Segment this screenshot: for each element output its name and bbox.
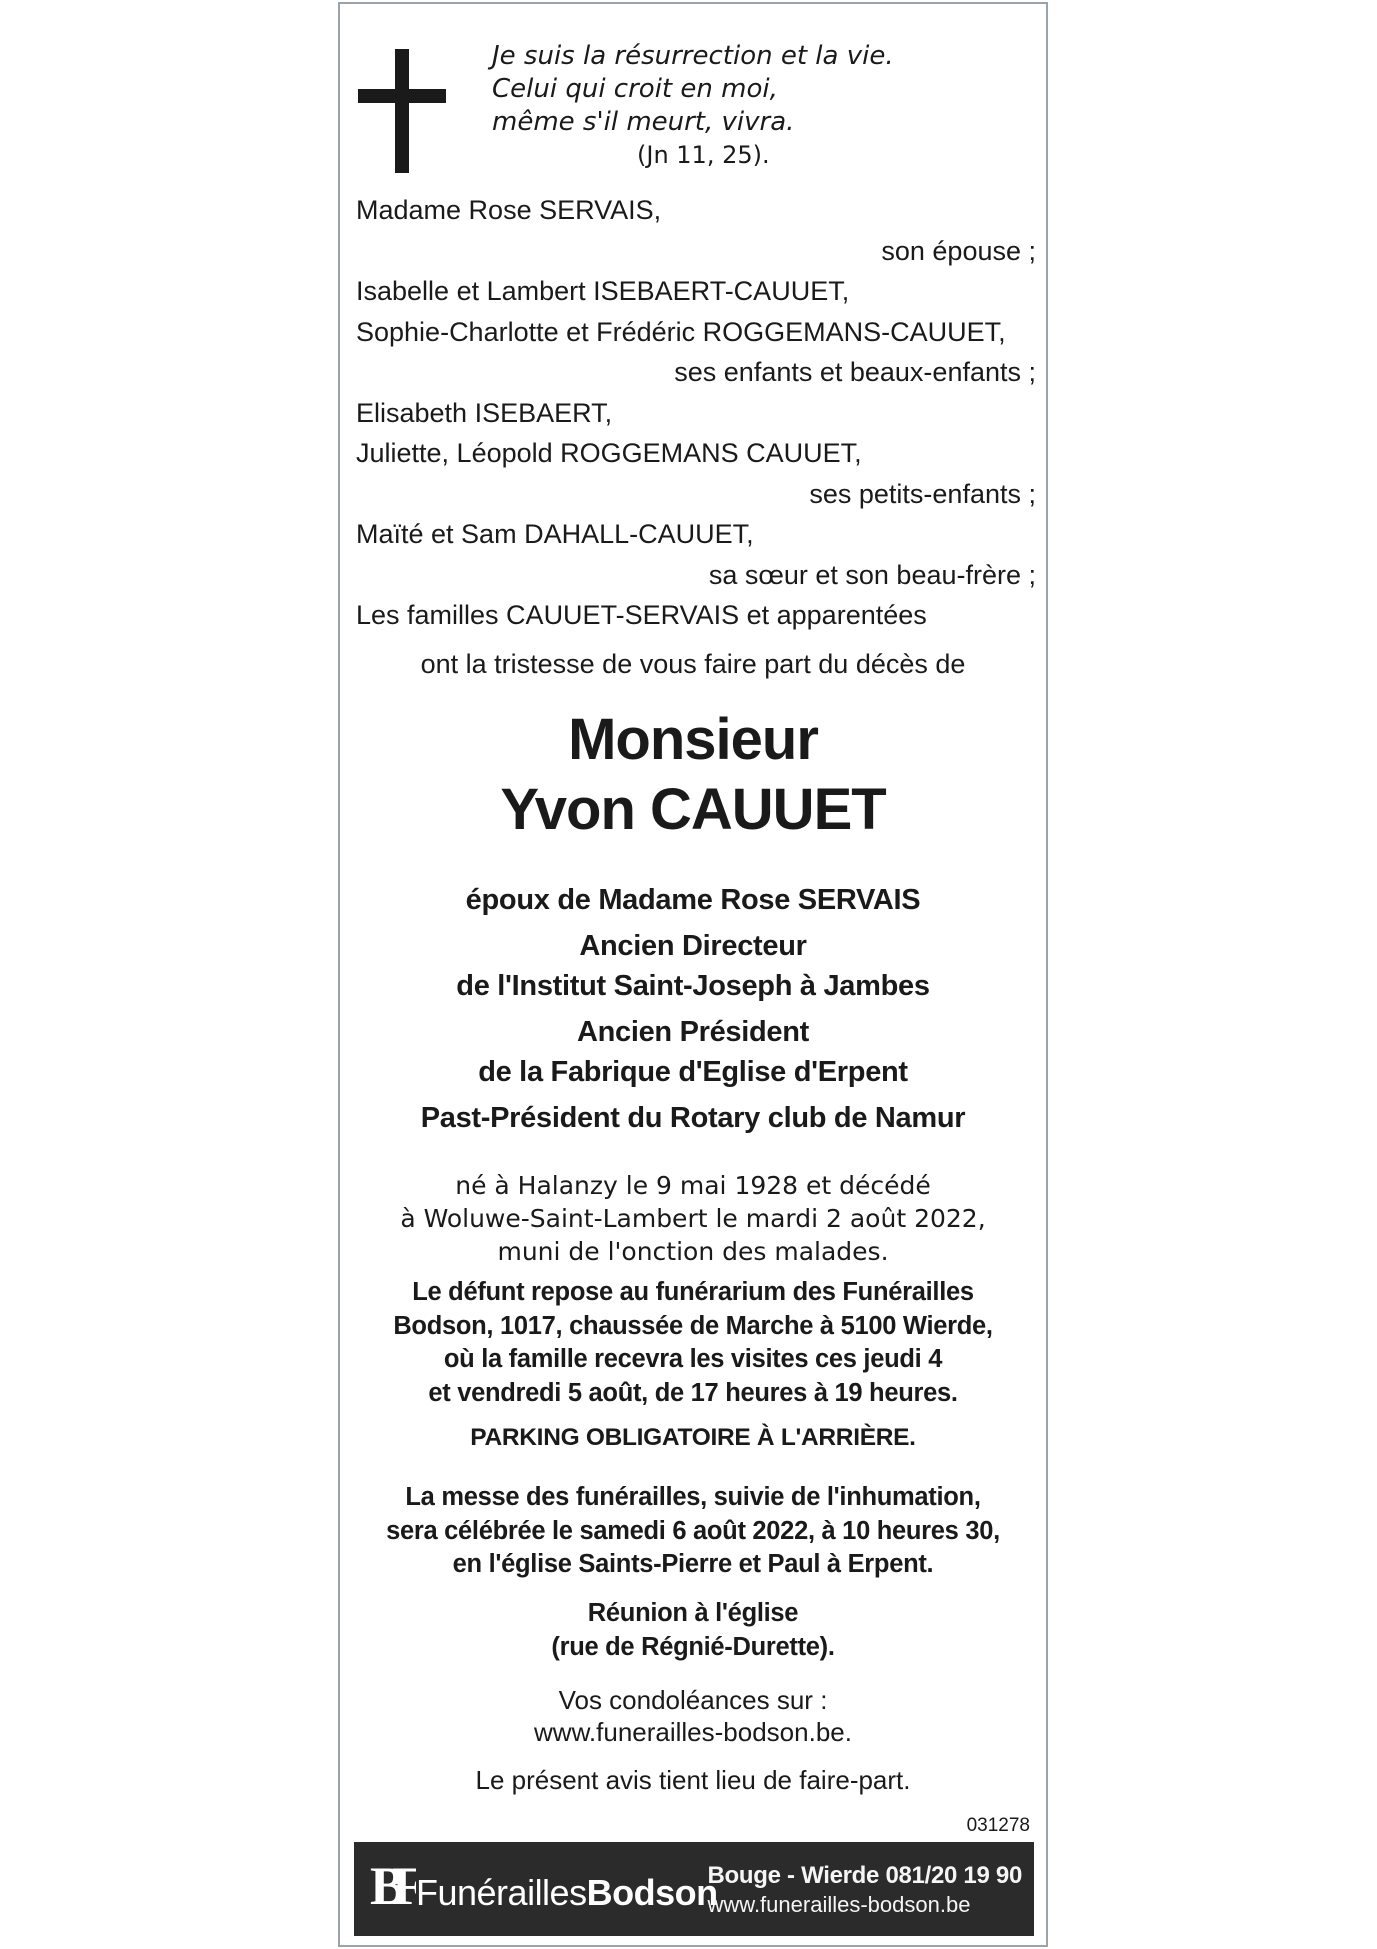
funeral-home-banner xyxy=(354,1842,1034,1936)
birth-line: muni de l'onction des malades. xyxy=(497,1237,889,1266)
relationship-label: sa sœur et son beau-frère ; xyxy=(708,559,1036,590)
family-member: Les familles CAUUET-SERVAIS et apparentées xyxy=(356,600,927,630)
family-member: Juliette, Léopold ROGGEMANS CAUUET, xyxy=(356,438,862,468)
verse-line: Celui qui croit en moi, xyxy=(492,74,778,104)
title-line: de la Fabrique d'Eglise d'Erpent xyxy=(478,1056,908,1088)
title-line: de l'Institut Saint-Joseph à Jambes xyxy=(456,970,930,1002)
funeral-home-name xyxy=(416,1872,718,1914)
brand-part2: Bodson xyxy=(586,1872,718,1913)
relationship-label: son épouse ; xyxy=(881,235,1036,266)
visitation-line: Bodson, 1017, chaussée de Marche à 5100 Wierde, xyxy=(393,1311,993,1340)
bible-verse xyxy=(492,40,894,172)
reference-number: 031278 xyxy=(966,1815,1030,1836)
verse-line: même s'il meurt, vivra. xyxy=(492,107,795,137)
birth-death-info xyxy=(340,1169,1046,1268)
deceased-titles xyxy=(340,880,1046,1138)
svg-text:BF: BF xyxy=(370,1856,412,1916)
condolences-info xyxy=(340,1684,1046,1748)
title-line: Past-Président du Rotary club de Namur xyxy=(420,1102,966,1134)
family-member: Elisabeth ISEBAERT, xyxy=(356,397,613,428)
title-line: Ancien Président xyxy=(576,1016,810,1048)
visitation-info xyxy=(340,1276,1046,1410)
family-member: Maïté et Sam DAHALL-CAUUET, xyxy=(356,519,754,549)
family-member: Madame Rose SERVAIS, xyxy=(356,195,662,225)
mass-line: sera célébrée le samedi 6 août 2022, à 10 heures 30, xyxy=(386,1516,1000,1545)
verse-reference: (Jn 11, 25). xyxy=(637,141,770,169)
contact-website[interactable]: www.funerailles-bodson.be xyxy=(707,1892,971,1917)
family-list xyxy=(356,190,1036,636)
visitation-line: et vendredi 5 août, de 17 heures à 19 heures. xyxy=(428,1378,958,1407)
deceased-honorific: Monsieur xyxy=(568,707,818,772)
relationship-label: ses enfants et beaux-enfants ; xyxy=(674,357,1036,387)
obituary-notice xyxy=(338,2,1048,1947)
relationship-label: ses petits-enfants ; xyxy=(809,478,1036,509)
bodson-logo-icon xyxy=(368,1852,416,1926)
parking-notice: PARKING OBLIGATOIRE À L'ARRIÈRE. xyxy=(470,1424,916,1451)
mass-line: La messe des funérailles, suivie de l'inhumation, xyxy=(405,1483,981,1511)
visitation-line: où la famille recevra les visites ces jeudi 4 xyxy=(443,1345,943,1373)
condolences-link[interactable]: www.funerailles-bodson.be. xyxy=(534,1717,852,1747)
family-member: Sophie-Charlotte et Frédéric ROGGEMANS-CAUUET, xyxy=(356,316,1006,347)
contact-phone[interactable]: Bouge - Wierde 081/20 19 90 xyxy=(707,1862,1022,1889)
brand-part1: Funérailles xyxy=(416,1872,587,1913)
title-line: Ancien Directeur xyxy=(579,930,807,962)
funeral-mass-info xyxy=(340,1481,1046,1582)
spouse-line: époux de Madame Rose SERVAIS xyxy=(465,884,921,916)
deceased-name: Yvon CAUUET xyxy=(500,777,886,842)
meeting-line: (rue de Régnié-Durette). xyxy=(551,1632,835,1661)
verse-line: Je suis la résurrection et la vie. xyxy=(492,41,894,71)
present-notice: Le présent avis tient lieu de faire-part. xyxy=(475,1765,911,1795)
family-member: Isabelle et Lambert ISEBAERT-CAUUET, xyxy=(356,276,850,306)
meeting-line: Réunion à l'église xyxy=(587,1599,799,1627)
meeting-info xyxy=(340,1597,1046,1664)
mass-line: en l'église Saints-Pierre et Paul à Erpent. xyxy=(452,1550,934,1578)
announcement: ont la tristesse de vous faire part du décès de xyxy=(420,649,966,679)
condolences-label: Vos condoléances sur : xyxy=(558,1685,828,1715)
visitation-line: Le défunt repose au funérarium des Funérailles xyxy=(412,1278,974,1306)
funeral-home-contact xyxy=(708,1862,1023,1918)
birth-line: à Woluwe-Saint-Lambert le mardi 2 août 2022, xyxy=(400,1204,986,1233)
birth-line: né à Halanzy le 9 mai 1928 et décédé xyxy=(455,1171,931,1200)
